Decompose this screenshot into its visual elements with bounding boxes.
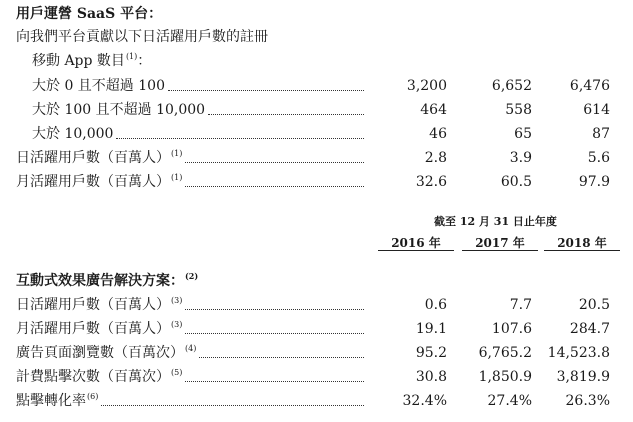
table-row — [0, 173, 633, 191]
cell-value-3: 87 — [592, 126, 610, 142]
section2-heading-text: 互動式效果廣告解決方案： — [16, 273, 184, 289]
cell-value-2: 6,765.2 — [478, 345, 532, 361]
leader-dots — [116, 138, 364, 139]
leader-dots — [185, 381, 364, 382]
cell-value-3: 6,476 — [569, 78, 610, 94]
row-label — [16, 344, 196, 362]
header-rule-2017 — [462, 250, 538, 251]
cell-value-2: 558 — [505, 102, 532, 118]
cell-value-2: 7.7 — [509, 297, 532, 313]
row-label-text: 大於 0 且不超過 100 — [32, 78, 165, 94]
year-2018-header: 2018 年 — [557, 236, 607, 250]
cell-value-1: 46 — [429, 126, 447, 142]
footnote-marker: (1) — [125, 52, 138, 62]
row-label — [16, 368, 182, 386]
table-row — [0, 296, 633, 314]
section1-intro: 向我們平台貢獻以下日活躍用戶數的註冊 — [16, 29, 268, 45]
section2-heading — [16, 272, 198, 290]
table-row — [0, 320, 633, 338]
leader-dots — [208, 114, 364, 115]
cell-value-1: 464 — [420, 102, 447, 118]
leader-dots — [101, 405, 364, 406]
leader-dots — [185, 186, 364, 187]
row-label-text: 月活躍用戶數（百萬人） — [16, 321, 170, 337]
header-rule-2016 — [378, 250, 454, 251]
cell-value-3: 614 — [583, 102, 610, 118]
row-label-text: 日活躍用戶數（百萬人） — [16, 150, 170, 166]
header-rule-2018 — [544, 250, 620, 251]
cell-value-2: 3.9 — [509, 150, 532, 166]
leader-dots — [185, 162, 364, 163]
cell-value-1: 30.8 — [415, 369, 447, 385]
leader-dots — [185, 333, 364, 334]
year-2016-header: 2016 年 — [391, 236, 441, 250]
table-row — [0, 101, 633, 119]
cell-value-2: 65 — [514, 126, 532, 142]
leader-dots — [199, 357, 364, 358]
section1-heading: 用戶運營 SaaS 平台： — [16, 6, 163, 22]
row-label — [32, 77, 165, 95]
footnote-marker: (3) — [171, 320, 183, 330]
cell-value-3: 284.7 — [569, 321, 610, 337]
cell-value-3: 26.3% — [565, 393, 610, 409]
section1-subheading — [32, 52, 151, 70]
row-label — [16, 296, 182, 314]
footnote-marker: (2) — [185, 271, 199, 282]
cell-value-1: 32.4% — [402, 393, 447, 409]
table-row — [0, 77, 633, 95]
row-label-text: 日活躍用戶數（百萬人） — [16, 297, 170, 313]
row-label — [16, 173, 182, 191]
cell-value-3: 3,819.9 — [556, 369, 610, 385]
row-label — [16, 320, 182, 338]
row-label-text: 廣告頁面瀏覽數（百萬次） — [16, 345, 184, 361]
table-row — [0, 149, 633, 167]
period-header: 截至 12 月 31 日止年度 — [434, 215, 557, 228]
cell-value-1: 32.6 — [415, 174, 447, 190]
leader-dots — [185, 309, 364, 310]
row-label-text: 點擊轉化率 — [16, 393, 86, 409]
cell-value-3: 14,523.8 — [547, 345, 610, 361]
row-label — [32, 125, 113, 143]
cell-value-2: 60.5 — [500, 174, 532, 190]
cell-value-1: 95.2 — [415, 345, 447, 361]
cell-value-2: 107.6 — [491, 321, 532, 337]
cell-value-3: 20.5 — [578, 297, 610, 313]
row-label-text: 大於 10,000 — [32, 126, 114, 142]
footnote-marker: (3) — [171, 296, 183, 306]
cell-value-2: 1,850.9 — [478, 369, 532, 385]
subheading-text: 移動 App 數目 — [32, 53, 125, 69]
row-label-text: 計費點擊次數（百萬次） — [16, 369, 170, 385]
cell-value-2: 27.4% — [487, 393, 532, 409]
cell-value-3: 5.6 — [587, 150, 610, 166]
cell-value-1: 0.6 — [424, 297, 447, 313]
table-row — [0, 368, 633, 386]
cell-value-2: 6,652 — [491, 78, 532, 94]
table-row — [0, 392, 633, 410]
cell-value-1: 3,200 — [406, 78, 447, 94]
cell-value-1: 2.8 — [424, 150, 447, 166]
row-label — [16, 392, 98, 410]
year-2017-header: 2017 年 — [475, 236, 525, 250]
row-label — [32, 101, 205, 119]
row-label — [16, 149, 182, 167]
cell-value-1: 19.1 — [415, 321, 447, 337]
subheading-colon: ： — [137, 53, 152, 69]
cell-value-3: 97.9 — [578, 174, 610, 190]
table-row — [0, 125, 633, 143]
footnote-marker: (5) — [171, 368, 183, 378]
footnote-marker: (1) — [171, 149, 183, 159]
footnote-marker: (4) — [185, 344, 197, 354]
footnote-marker: (1) — [171, 173, 183, 183]
footnote-marker: (6) — [87, 392, 99, 402]
row-label-text: 大於 100 且不超過 10,000 — [32, 102, 206, 118]
leader-dots — [168, 90, 364, 91]
table-row — [0, 344, 633, 362]
row-label-text: 月活躍用戶數（百萬人） — [16, 174, 170, 190]
